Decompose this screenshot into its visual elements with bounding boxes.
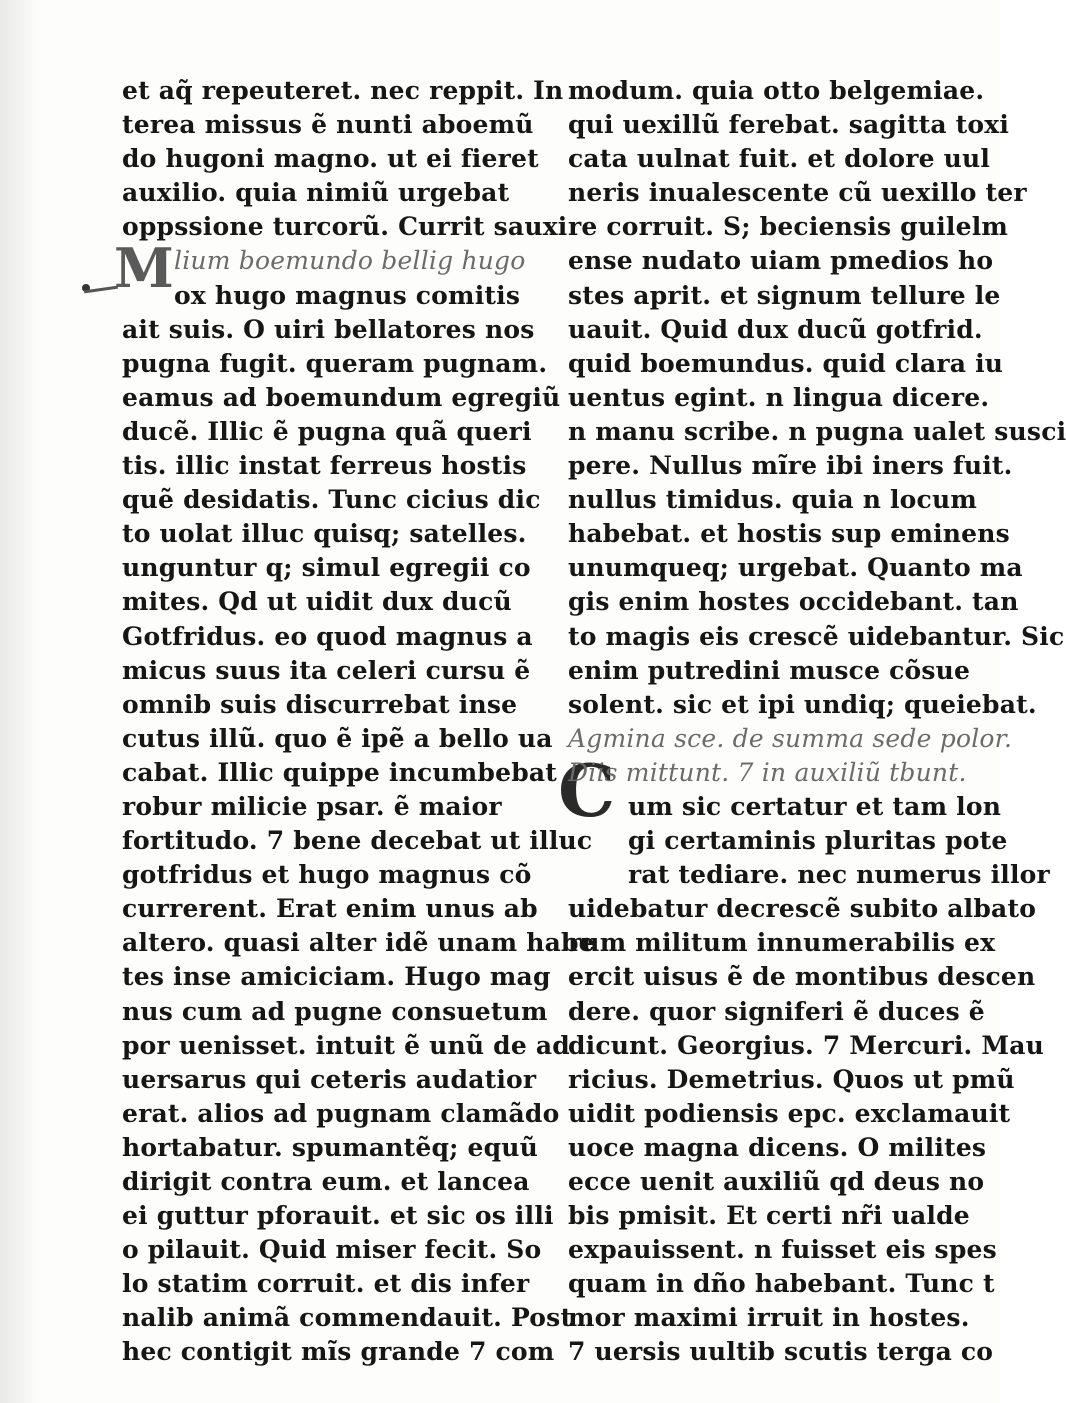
text-line: hortabatur. spumantẽq; equũ	[122, 1132, 539, 1162]
text-line: pugna fugit. queram pugnam.	[122, 348, 548, 378]
text-line: omnib suis discurrebat inse	[122, 689, 518, 719]
text-line: Gotfridus. eo quod magnus a	[122, 621, 533, 651]
text-line: neris inualescente cũ uexillo ter	[568, 178, 1027, 208]
text-line: cata uulnat fuit. et dolore uul	[568, 144, 991, 174]
text-line: um sic certatur et tam lon	[628, 791, 1002, 821]
text-line: enim putredini musce cõsue	[568, 655, 971, 685]
text-line: expauissent. n fuisset eis spes	[568, 1235, 997, 1265]
text-line: bis pmisit. Et certi nr̃i ualde	[568, 1201, 970, 1231]
left-text-column	[122, 74, 595, 1370]
decorated-initial-m: M	[114, 236, 174, 300]
text-line: modum. quia otto belgemiae.	[568, 76, 985, 105]
text-line: nullus timidus. quia n locum	[568, 485, 977, 515]
right-text-column	[568, 74, 1066, 1370]
text-line: solent. sic et ipi undiq; queiebat.	[568, 689, 1037, 719]
text-line: to uolat illuc quisq; satelles.	[122, 519, 527, 549]
text-line: uersarus qui ceteris audatior	[122, 1064, 537, 1094]
text-line: gotfridus et hugo magnus cõ	[122, 860, 532, 890]
text-line: dirigit contra eum. et lancea	[122, 1167, 530, 1196]
text-line: ait suis. O uiri bellatores nos	[122, 314, 535, 344]
text-line: altero. quasi alter idẽ unam habe	[122, 928, 595, 958]
text-line: n manu scribe. n pugna ualet susci	[568, 416, 1066, 446]
text-line: pere. Nullus mĩre ibi iners fuit.	[568, 451, 1013, 481]
text-line: mites. Qd ut uidit dux ducũ	[122, 587, 512, 617]
text-line: Agmina sce. de summa sede polor.	[568, 723, 1013, 753]
text-line: ox hugo magnus comitis	[174, 280, 521, 310]
text-line: terea missus ẽ nunti aboemũ	[122, 110, 534, 140]
text-line: cutus illũ. quo ẽ ipẽ a bello ua	[122, 723, 553, 753]
text-line: por uenisset. intuit ẽ unũ de ad	[122, 1030, 570, 1060]
text-line: o pilauit. Quid miser fecit. So	[122, 1235, 542, 1265]
text-line: rum militum innumerabilis ex	[568, 928, 996, 958]
text-line: re corruit. S; beciensis guilelm	[568, 212, 1009, 242]
text-line: erat. alios ad pugnam clamãdo	[122, 1098, 560, 1128]
text-line: tis. illic instat ferreus hostis	[122, 451, 527, 481]
text-line: nus cum ad pugne consuetum	[122, 996, 548, 1026]
text-line: ricius. Demetrius. Quos ut pmũ	[568, 1064, 1015, 1094]
decorated-initial-c: C	[558, 748, 616, 833]
text-line: stes aprit. et signum tellure le	[568, 280, 1001, 310]
text-line: ducẽ. Illic ẽ pugna quã queri	[122, 416, 532, 446]
text-line: Diis mittunt. 7 in auxiliũ tbunt.	[568, 757, 967, 787]
text-line: ense nudato uiam pmedios ho	[568, 246, 994, 276]
text-line: cabat. Illic quippe incumbebat	[122, 757, 558, 787]
text-line: do hugoni magno. ut ei fieret	[122, 144, 539, 174]
text-line: lo statim corruit. et dis infer	[122, 1269, 530, 1299]
text-line: habebat. et hostis sup eminens	[568, 519, 1010, 549]
text-line: quẽ desidatis. Tunc cicius dic	[122, 485, 541, 515]
text-line: to magis eis crescẽ uidebantur. Sic	[568, 621, 1065, 651]
text-line: gi certaminis pluritas pote	[628, 826, 1008, 856]
text-line: uauit. Quid dux ducũ gotfrid.	[568, 314, 983, 344]
text-line: 7 uersis uultib scutis terga co	[568, 1337, 994, 1367]
text-line: hec contigit mĩs grande 7 com	[122, 1337, 555, 1367]
text-line: dicunt. Georgius. 7 Mercuri. Mau	[568, 1030, 1045, 1060]
text-line: uidebatur decrescẽ subito albato	[568, 894, 1037, 924]
text-line: auxilio. quia nimiũ urgebat	[122, 178, 510, 208]
text-line: gis enim hostes occidebant. tan	[568, 587, 1019, 617]
text-line: ecce uenit auxiliũ qd deus no	[568, 1167, 985, 1196]
text-line: uoce magna dicens. O milites	[568, 1132, 987, 1162]
text-line: ei guttur pforauit. et sic os illi	[122, 1201, 554, 1231]
text-line: uentus egint. n lingua dicere.	[568, 382, 990, 412]
text-line: qui uexillũ ferebat. sagitta toxi	[568, 110, 1010, 140]
text-line: fortitudo. 7 bene decebat ut illuc	[122, 826, 593, 856]
text-line: quid boemundus. quid clara iu	[568, 348, 1004, 378]
page-edge-shadow	[0, 0, 40, 1403]
text-line: uidit podiensis epc. exclamauit	[568, 1098, 1011, 1128]
text-line: currerent. Erat enim unus ab	[122, 894, 538, 924]
text-line: robur milicie psar. ẽ maior	[122, 791, 502, 821]
text-line: nalib animã commendauit. Post	[122, 1303, 573, 1333]
text-line: tes inse amiciciam. Hugo mag	[122, 962, 551, 992]
text-line: unumqueq; urgebat. Quanto ma	[568, 553, 1023, 583]
text-line: rat tediare. nec numerus illor	[628, 860, 1050, 890]
text-line: eamus ad boemundum egregiũ	[122, 382, 561, 412]
text-line: unguntur q; simul egregii co	[122, 553, 531, 583]
text-line: micus suus ita celeri cursu ẽ	[122, 655, 531, 685]
text-line: oppssione turcorũ. Currit sauxi	[122, 212, 568, 242]
text-line: et aq̃ repeuteret. nec reppit. In	[122, 76, 564, 105]
text-line: quam in dño habebant. Tunc t	[568, 1269, 995, 1299]
text-line: mor maximi irruit in hostes.	[568, 1303, 970, 1333]
text-line: dere. quor signiferi ẽ duces ẽ	[568, 996, 985, 1026]
text-line: lium boemundo bellig hugo	[174, 246, 526, 276]
text-line: ercit uisus ẽ de montibus descen	[568, 962, 1036, 992]
